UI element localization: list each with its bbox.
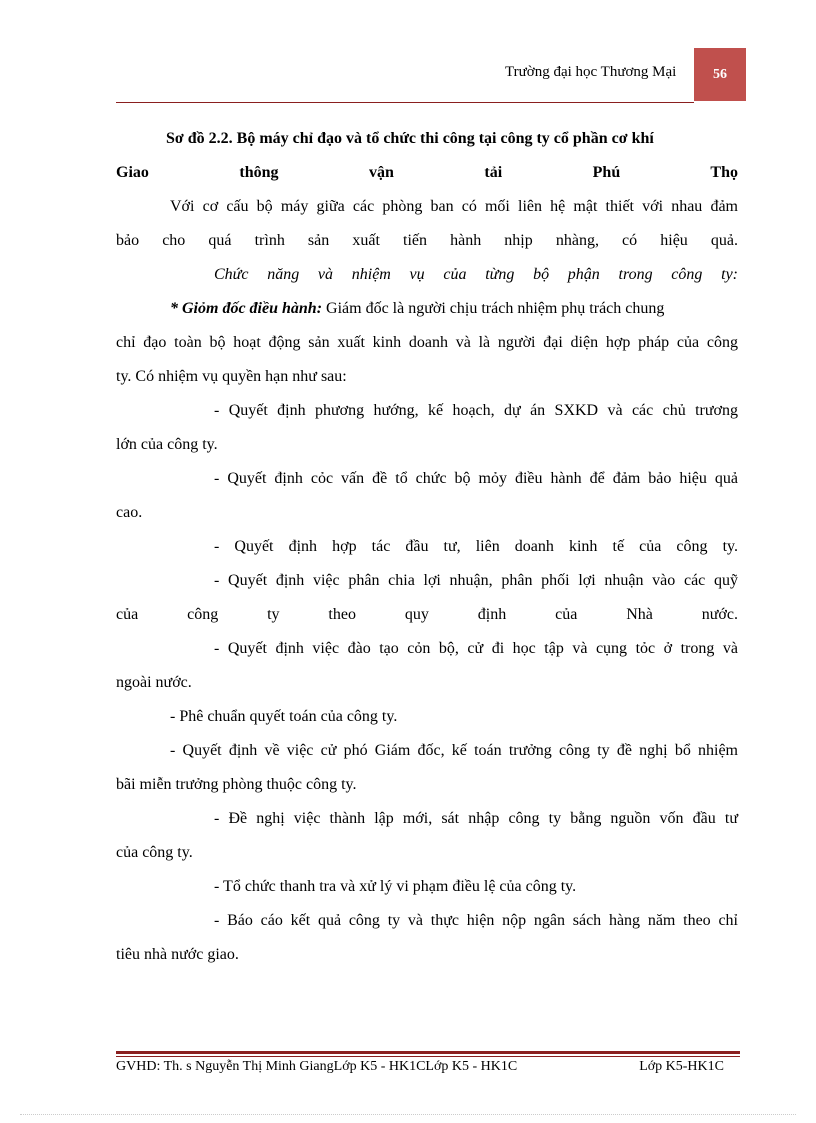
intro-paragraph-line-1: Với cơ cấu bộ máy giữa các phòng ban có mối liên hệ mật thiết với nhau đảm	[170, 198, 738, 215]
duty-line: - Quyết định hợp tác đầu tư, liên doanh kinh tế của công ty.	[214, 538, 738, 555]
section-heading: Chức năng và nhiệm vụ của từng bộ phận trong công ty:	[214, 266, 738, 283]
duty-line: - Tổ chức thanh tra và xử lý vi phạm điều lệ của công ty.	[214, 878, 577, 895]
duty-line: tiêu nhà nước giao.	[116, 946, 239, 963]
director-paragraph-line-3: ty. Có nhiệm vụ quyền hạn như sau:	[116, 368, 347, 385]
footer-rule-thin	[116, 1056, 740, 1057]
footer-rule-thick	[116, 1051, 740, 1054]
duty-line: - Đề nghị việc thành lập mới, sát nhập công ty bằng nguồn vốn đầu tư	[214, 810, 738, 827]
duty-line: cao.	[116, 504, 143, 521]
duty-line: - Quyết định việc phân chia lợi nhuận, phân phối lợi nhuận vào các quỹ	[214, 572, 738, 589]
duty-line: lớn của công ty.	[116, 436, 218, 453]
duty-line: - Báo cáo kết quả công ty và thực hiện nộp ngân sách hàng năm theo chỉ	[214, 912, 738, 929]
director-text: Giám đốc là người chịu trách nhiệm phụ trách chung	[326, 300, 665, 317]
intro-paragraph-line-2: bảo cho quá trình sản xuất tiến hành nhịp nhàng, có hiệu quả.	[116, 232, 738, 249]
duty-line: - Quyết định phương hướng, kế hoạch, dự án SXKD và các chủ trương	[214, 402, 738, 419]
figure-caption-line-1: Sơ đồ 2.2. Bộ máy chỉ đạo và tổ chức thi công tại công ty cổ phần cơ khí	[166, 130, 654, 147]
header-school-name: Trường đại học Thương Mại	[505, 64, 677, 80]
figure-caption-line-2: Giao thông vận tải Phú Thọ	[116, 164, 738, 181]
duty-line: bãi miễn trưởng phòng thuộc công ty.	[116, 776, 357, 793]
duty-line: của công ty.	[116, 844, 193, 861]
duty-line: - Phê chuẩn quyết toán của công ty.	[170, 708, 398, 725]
duty-line: ngoài nước.	[116, 674, 192, 691]
header-rule	[116, 102, 694, 103]
duty-line: - Quyết định về việc cử phó Giám đốc, kế toán trưởng công ty đề nghị bổ nhiệm	[170, 742, 738, 759]
duty-line: - Quyết định việc đào tạo cỏn bộ, cử đi học tập và cụng tỏc ở trong và	[214, 640, 738, 657]
duty-line: - Quyết định cỏc vấn đề tổ chức bộ mỏy điều hành để đảm bảo hiệu quả	[214, 470, 738, 487]
footer-class-label: Lớp K5-HK1C	[639, 1059, 724, 1074]
director-paragraph-line-2: chỉ đạo toàn bộ hoạt động sản xuất kinh doanh và là người đại diện hợp pháp của công	[116, 334, 738, 351]
duty-line: của công ty theo quy định của Nhà nước.	[116, 606, 738, 623]
footer-left-text: GVHD: Th. s Nguyễn Thị Minh GiangLớp K5 - HK1CLớp K5 - HK1C	[116, 1059, 518, 1074]
director-paragraph-line-1	[116, 292, 738, 326]
director-label: * Giỏm đốc điều hành:	[170, 300, 323, 317]
footer-text	[116, 1059, 724, 1075]
page-bottom-divider	[20, 1114, 796, 1115]
page-number-badge: 56	[694, 48, 746, 101]
document-body	[116, 122, 738, 972]
